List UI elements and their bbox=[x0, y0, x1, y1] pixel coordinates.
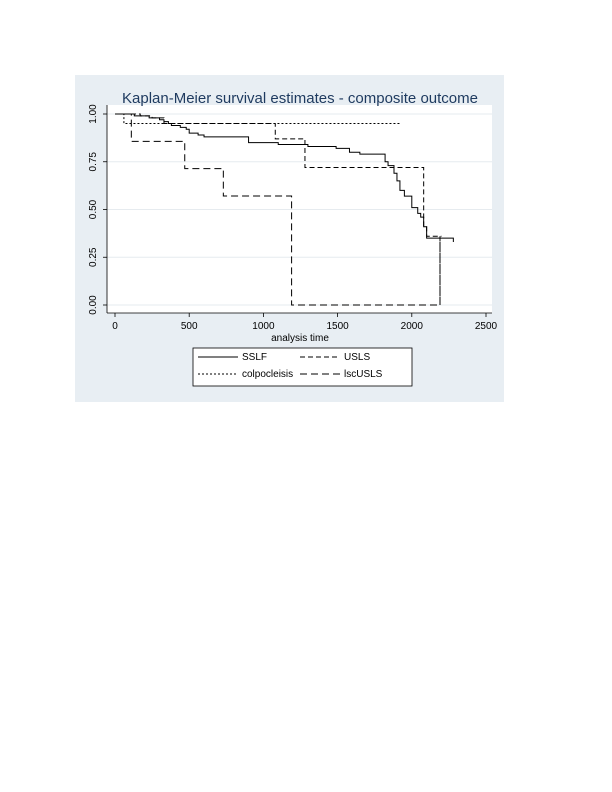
x-tick-label: 500 bbox=[180, 321, 198, 332]
chart-title: Kaplan-Meier survival estimates - composite outcome bbox=[122, 90, 478, 107]
x-tick-label: 1000 bbox=[252, 321, 275, 332]
x-tick-label: 2500 bbox=[474, 321, 498, 332]
x-tick-label: 2000 bbox=[400, 321, 423, 332]
legend-label-lscusls: lscUSLS bbox=[344, 369, 383, 380]
y-tick-label: 0.25 bbox=[88, 247, 99, 267]
legend-label-colpocleisis: colpocleisis bbox=[242, 369, 294, 380]
y-tick-label: 0.75 bbox=[88, 152, 99, 172]
x-tick-label: 1500 bbox=[326, 321, 349, 332]
y-tick-label: 1.00 bbox=[88, 104, 99, 124]
y-tick-label: 0.00 bbox=[88, 295, 99, 315]
legend-box bbox=[193, 348, 412, 386]
legend-label-sslf: SSLF bbox=[242, 352, 268, 363]
x-axis-label: analysis time bbox=[271, 333, 329, 344]
legend-label-usls: USLS bbox=[344, 352, 371, 363]
y-tick-label: 0.50 bbox=[88, 199, 99, 220]
legend bbox=[193, 348, 412, 386]
x-tick-label: 0 bbox=[112, 321, 118, 332]
